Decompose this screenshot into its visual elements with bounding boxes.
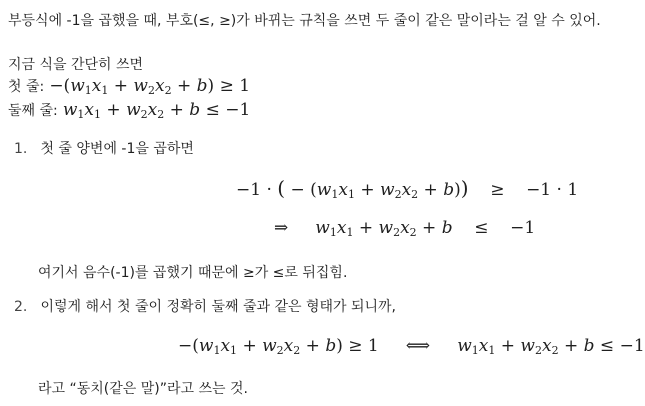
first-line-formula: 첫 줄: $-(w_1x_1 + w_2x_2 + b) \ge 1$ <box>8 76 251 97</box>
step-2-text: 이렇게 해서 첫 줄이 정확히 둘째 줄과 같은 형태가 되니까, <box>40 299 397 315</box>
step-1-text: 첫 줄 양변에 -1을 곱하면 <box>40 141 194 157</box>
simplify-label: 지금 식을 간단히 쓰면 <box>8 57 144 73</box>
line2-label: 둘째 줄: <box>8 103 58 119</box>
intro-text: 부등식에 -1을 곱했을 때, 부호(≤, ≥)가 바뀌는 규칙을 쓰면 두 줄이 같은 말이라는 걸 알 수 있어. <box>8 13 601 29</box>
step-1-equation-result: ⇒ $w_1x_1 + w_2x_2 + b$ ≤ −1 <box>274 218 536 239</box>
step-1-equation-multiply: −1 · ( − $(w_1x_1 + w_2x_2 + b)$) ≥ −1 · 1 <box>236 176 579 201</box>
line1-label: 첫 줄: <box>8 79 45 95</box>
conclusion-text: 라고 “동치(같은 말)”라고 쓰는 것. <box>38 381 248 397</box>
step-2 <box>14 296 396 316</box>
step-2-number: 2. <box>14 299 28 315</box>
step-2-equivalence: $-(w_1x_1 + w_2x_2 + b) \ge 1$ ⟺ $w_1x_1 + w_2x_2 + b \le -1$ <box>178 336 645 357</box>
second-line-formula: 둘째 줄: $w_1x_1 + w_2x_2 + b \le -1$ <box>8 100 251 121</box>
step-1 <box>14 138 194 158</box>
step-1-number: 1. <box>14 141 28 157</box>
step-1-note: 여기서 음수(-1)를 곱했기 때문에 ≥가 ≤로 뒤집힘. <box>38 265 348 281</box>
